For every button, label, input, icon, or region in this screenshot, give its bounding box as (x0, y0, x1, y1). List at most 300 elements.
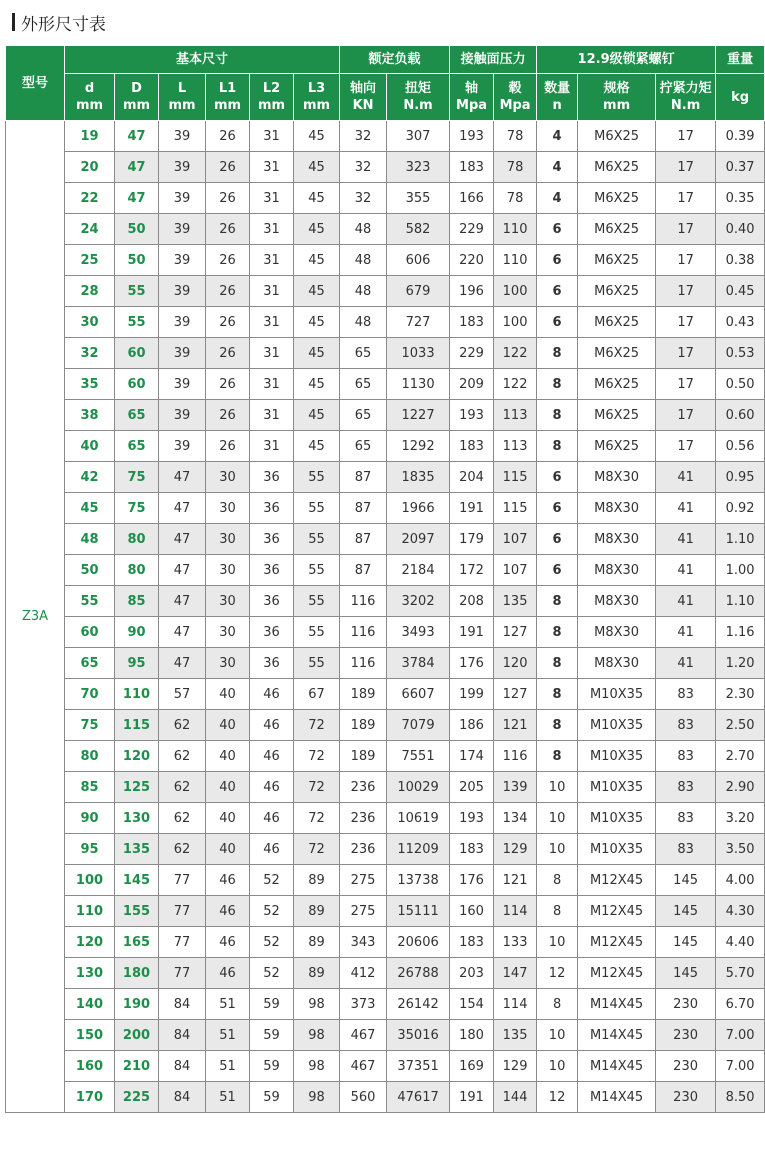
subheader-unit: Mpa (456, 98, 488, 113)
table-cell: 180 (450, 1020, 494, 1051)
table-row (6, 524, 765, 555)
table-cell: 39 (159, 431, 206, 462)
table-cell: 41 (656, 462, 716, 493)
subheader-11 (578, 74, 656, 121)
table-cell: 36 (250, 586, 294, 617)
subheader-label: 轴 (465, 81, 479, 96)
table-cell: 77 (159, 927, 206, 958)
table-cell: 176 (450, 648, 494, 679)
subheader-10 (537, 74, 578, 121)
table-cell: 48 (340, 276, 387, 307)
table-cell: 166 (450, 183, 494, 214)
table-cell: M10X35 (578, 710, 656, 741)
table-cell: 45 (294, 338, 340, 369)
table-cell: 193 (450, 121, 494, 152)
table-cell: 41 (656, 586, 716, 617)
table-cell: 83 (656, 772, 716, 803)
table-cell: 10 (537, 927, 578, 958)
table-cell: 41 (656, 555, 716, 586)
table-cell: 48 (340, 214, 387, 245)
header-weight: 重量 (716, 46, 765, 74)
table-cell: 8 (537, 679, 578, 710)
table-cell: M8X30 (578, 524, 656, 555)
table-cell: 210 (115, 1051, 159, 1082)
table-row (6, 803, 765, 834)
table-cell: 145 (115, 865, 159, 896)
table-cell: M12X45 (578, 927, 656, 958)
table-row (6, 493, 765, 524)
table-cell: M10X35 (578, 679, 656, 710)
table-cell: M6X25 (578, 307, 656, 338)
table-cell: 155 (115, 896, 159, 927)
table-cell: 1.00 (716, 555, 765, 586)
table-cell: 116 (340, 586, 387, 617)
table-cell: 45 (294, 369, 340, 400)
table-cell: 2184 (387, 555, 450, 586)
table-cell: 40 (206, 772, 250, 803)
table-cell: 40 (206, 679, 250, 710)
table-cell: 77 (159, 896, 206, 927)
table-cell: 10 (537, 772, 578, 803)
table-cell: 17 (656, 400, 716, 431)
table-cell: 1966 (387, 493, 450, 524)
table-cell: 36 (250, 617, 294, 648)
table-cell: 65 (115, 431, 159, 462)
table-cell: 220 (450, 245, 494, 276)
table-cell: 51 (206, 1082, 250, 1113)
table-cell: 130 (65, 958, 115, 989)
table-cell: 38 (65, 400, 115, 431)
table-cell: 1.20 (716, 648, 765, 679)
table-cell: 4 (537, 121, 578, 152)
table-cell: 36 (250, 555, 294, 586)
subheader-1 (115, 74, 159, 121)
table-cell: 36 (250, 493, 294, 524)
table-cell: 12 (537, 1082, 578, 1113)
table-cell: M6X25 (578, 214, 656, 245)
table-cell: 170 (65, 1082, 115, 1113)
subheader-unit: mm (213, 98, 242, 113)
table-cell: 1033 (387, 338, 450, 369)
table-cell: M14X45 (578, 989, 656, 1020)
table-cell: 57 (159, 679, 206, 710)
table-cell: 196 (450, 276, 494, 307)
table-cell: 110 (65, 896, 115, 927)
table-cell: 0.45 (716, 276, 765, 307)
table-cell: 2.90 (716, 772, 765, 803)
table-cell: 31 (250, 152, 294, 183)
table-cell: 84 (159, 1020, 206, 1051)
table-row (6, 617, 765, 648)
table-cell: 122 (494, 369, 537, 400)
table-cell: 31 (250, 369, 294, 400)
title-bar-decoration (12, 13, 15, 31)
table-cell: 4 (537, 152, 578, 183)
subheader-label: 轴向 (350, 81, 377, 96)
table-cell: 8 (537, 989, 578, 1020)
table-cell: 90 (115, 617, 159, 648)
table-cell: 230 (656, 1082, 716, 1113)
table-cell: 32 (340, 183, 387, 214)
table-cell: 31 (250, 338, 294, 369)
table-cell: 26 (206, 183, 250, 214)
table-cell: 31 (250, 400, 294, 431)
table-cell: 1227 (387, 400, 450, 431)
table-cell: 80 (115, 555, 159, 586)
table-cell: 62 (159, 741, 206, 772)
table-cell: 8 (537, 431, 578, 462)
table-cell: 15111 (387, 896, 450, 927)
subheader-label: L (177, 81, 187, 96)
table-cell: 47 (115, 152, 159, 183)
table-cell: 89 (294, 958, 340, 989)
table-cell: 0.60 (716, 400, 765, 431)
table-row (6, 989, 765, 1020)
table-cell: 26 (206, 152, 250, 183)
subheader-unit: mm (122, 98, 151, 113)
table-cell: 8 (537, 648, 578, 679)
table-cell: 4 (537, 183, 578, 214)
table-cell: M12X45 (578, 896, 656, 927)
table-cell: 116 (340, 617, 387, 648)
table-cell: 115 (494, 493, 537, 524)
table-cell: 84 (159, 989, 206, 1020)
table-cell: 41 (656, 524, 716, 555)
table-cell: 26 (206, 121, 250, 152)
table-cell: 6 (537, 462, 578, 493)
table-cell: 46 (250, 679, 294, 710)
table-cell: 8 (537, 896, 578, 927)
table-cell: 17 (656, 152, 716, 183)
table-cell: 89 (294, 896, 340, 927)
table-cell: 36 (250, 524, 294, 555)
table-cell: 183 (450, 307, 494, 338)
table-cell: 30 (206, 586, 250, 617)
subheader-unit: N.m (403, 98, 433, 113)
table-cell: 6607 (387, 679, 450, 710)
table-cell: 59 (250, 1051, 294, 1082)
table-row (6, 834, 765, 865)
table-cell: 0.35 (716, 183, 765, 214)
table-cell: 203 (450, 958, 494, 989)
subheader-9 (494, 74, 537, 121)
table-cell: 26 (206, 369, 250, 400)
table-cell: 107 (494, 555, 537, 586)
table-cell: 145 (656, 958, 716, 989)
table-cell: 20606 (387, 927, 450, 958)
table-cell: 98 (294, 1051, 340, 1082)
table-cell: 343 (340, 927, 387, 958)
table-cell: M6X25 (578, 183, 656, 214)
table-cell: 45 (294, 276, 340, 307)
table-cell: 4.00 (716, 865, 765, 896)
table-cell: 39 (159, 338, 206, 369)
table-cell: 55 (294, 617, 340, 648)
table-cell: 17 (656, 276, 716, 307)
table-cell: 55 (65, 586, 115, 617)
table-cell: 98 (294, 1082, 340, 1113)
table-cell: 6 (537, 276, 578, 307)
table-cell: 47 (159, 586, 206, 617)
table-cell: 115 (115, 710, 159, 741)
table-row (6, 1082, 765, 1113)
table-cell: 133 (494, 927, 537, 958)
table-cell: 8 (537, 369, 578, 400)
table-cell: 46 (206, 927, 250, 958)
table-cell: 48 (340, 307, 387, 338)
table-cell: 52 (250, 865, 294, 896)
table-cell: 355 (387, 183, 450, 214)
header-locking-screw: 12.9级锁紧螺钉 (537, 46, 716, 74)
table-cell: M12X45 (578, 958, 656, 989)
table-cell: 98 (294, 989, 340, 1020)
table-row (6, 710, 765, 741)
table-cell: 46 (250, 772, 294, 803)
table-row (6, 1051, 765, 1082)
table-cell: 26 (206, 276, 250, 307)
table-cell: 26 (206, 338, 250, 369)
model-cell: Z3A (6, 121, 65, 1113)
table-cell: 95 (115, 648, 159, 679)
table-row (6, 772, 765, 803)
table-cell: 72 (294, 710, 340, 741)
table-cell: M10X35 (578, 741, 656, 772)
table-cell: 55 (115, 307, 159, 338)
table-cell: 176 (450, 865, 494, 896)
table-cell: 1.10 (716, 586, 765, 617)
table-cell: 11209 (387, 834, 450, 865)
table-cell: M14X45 (578, 1051, 656, 1082)
table-cell: 85 (115, 586, 159, 617)
table-cell: 35 (65, 369, 115, 400)
table-cell: 100 (494, 276, 537, 307)
table-cell: 135 (494, 586, 537, 617)
table-cell: 40 (206, 741, 250, 772)
table-cell: 52 (250, 896, 294, 927)
table-cell: 679 (387, 276, 450, 307)
table-cell: 45 (65, 493, 115, 524)
table-cell: M6X25 (578, 431, 656, 462)
subheader-unit: mm (302, 98, 331, 113)
title-text: 外形尺寸表 (21, 14, 106, 35)
subheader-label: L1 (218, 81, 237, 96)
table-cell: 412 (340, 958, 387, 989)
table-cell: 60 (115, 369, 159, 400)
table-cell: 147 (494, 958, 537, 989)
table-cell: 47 (159, 648, 206, 679)
subheader-label: L2 (262, 81, 281, 96)
table-cell: 145 (656, 896, 716, 927)
subheader-label: kg (731, 89, 750, 105)
table-cell: 41 (656, 493, 716, 524)
table-cell: 65 (65, 648, 115, 679)
table-cell: 40 (206, 834, 250, 865)
subheader-label: 拧紧力矩 (659, 81, 712, 96)
table-cell: 31 (250, 183, 294, 214)
table-cell: 75 (115, 462, 159, 493)
table-cell: 75 (65, 710, 115, 741)
table-cell: 25 (65, 245, 115, 276)
table-cell: 191 (450, 617, 494, 648)
table-cell: 8.50 (716, 1082, 765, 1113)
table-row (6, 338, 765, 369)
table-cell: 31 (250, 307, 294, 338)
subheader-7 (387, 74, 450, 121)
table-cell: 5.70 (716, 958, 765, 989)
table-cell: 189 (340, 741, 387, 772)
table-cell: 51 (206, 1051, 250, 1082)
subheader-unit: mm (257, 98, 286, 113)
table-cell: 10029 (387, 772, 450, 803)
table-cell: 67 (294, 679, 340, 710)
table-cell: 36 (250, 462, 294, 493)
table-cell: 186 (450, 710, 494, 741)
subheader-unit: mm (603, 98, 631, 113)
table-cell: 55 (294, 648, 340, 679)
table-cell: 30 (206, 617, 250, 648)
table-cell: 727 (387, 307, 450, 338)
table-cell: 31 (250, 431, 294, 462)
table-row (6, 369, 765, 400)
table-cell: 46 (206, 865, 250, 896)
table-cell: 26788 (387, 958, 450, 989)
table-cell: 19 (65, 121, 115, 152)
table-cell: 32 (340, 121, 387, 152)
table-cell: 121 (494, 710, 537, 741)
table-cell: 113 (494, 431, 537, 462)
table-cell: 229 (450, 214, 494, 245)
table-cell: 0.50 (716, 369, 765, 400)
subheader-unit: KN (352, 98, 374, 113)
table-cell: 145 (656, 927, 716, 958)
table-cell: 8 (537, 710, 578, 741)
table-row (6, 927, 765, 958)
table-cell: 30 (206, 462, 250, 493)
table-cell: 307 (387, 121, 450, 152)
table-cell: 41 (656, 617, 716, 648)
table-cell: 47617 (387, 1082, 450, 1113)
table-cell: 125 (115, 772, 159, 803)
table-cell: 2.50 (716, 710, 765, 741)
table-cell: 13738 (387, 865, 450, 896)
table-cell: 189 (340, 710, 387, 741)
table-cell: 59 (250, 989, 294, 1020)
table-cell: 22 (65, 183, 115, 214)
table-cell: 10 (537, 834, 578, 865)
table-cell: 87 (340, 493, 387, 524)
table-cell: 236 (340, 803, 387, 834)
table-cell: 6 (537, 493, 578, 524)
table-cell: 8 (537, 400, 578, 431)
table-cell: 39 (159, 400, 206, 431)
table-cell: 135 (115, 834, 159, 865)
table-cell: 190 (115, 989, 159, 1020)
table-cell: M14X45 (578, 1020, 656, 1051)
table-cell: 45 (294, 400, 340, 431)
table-cell: 26 (206, 431, 250, 462)
table-cell: 46 (250, 710, 294, 741)
subheader-0 (65, 74, 115, 121)
table-row (6, 121, 765, 152)
table-cell: 120 (115, 741, 159, 772)
table-cell: 3.20 (716, 803, 765, 834)
table-row (6, 648, 765, 679)
table-cell: 84 (159, 1082, 206, 1113)
table-cell: M8X30 (578, 555, 656, 586)
table-cell: 7.00 (716, 1051, 765, 1082)
table-cell: 179 (450, 524, 494, 555)
table-cell: 144 (494, 1082, 537, 1113)
table-cell: 62 (159, 772, 206, 803)
table-cell: 230 (656, 1020, 716, 1051)
table-row (6, 152, 765, 183)
table-cell: 65 (340, 338, 387, 369)
table-cell: 65 (340, 431, 387, 462)
table-cell: 160 (450, 896, 494, 927)
table-cell: 467 (340, 1051, 387, 1082)
table-cell: 78 (494, 183, 537, 214)
table-cell: 140 (65, 989, 115, 1020)
table-cell: 95 (65, 834, 115, 865)
table-cell: 10 (537, 1020, 578, 1051)
table-cell: 114 (494, 896, 537, 927)
table-cell: 59 (250, 1020, 294, 1051)
table-cell: 77 (159, 865, 206, 896)
table-cell: 46 (250, 741, 294, 772)
subheader-2 (159, 74, 206, 121)
table-cell: 72 (294, 803, 340, 834)
table-cell: 135 (494, 1020, 537, 1051)
table-cell: 55 (294, 493, 340, 524)
subheader-12 (656, 74, 716, 121)
table-cell: 45 (294, 121, 340, 152)
table-cell: 134 (494, 803, 537, 834)
table-cell: M6X25 (578, 400, 656, 431)
table-cell: 17 (656, 121, 716, 152)
table-cell: M8X30 (578, 586, 656, 617)
table-cell: 236 (340, 772, 387, 803)
table-cell: 46 (206, 896, 250, 927)
header-contact-pressure: 接触面压力 (450, 46, 537, 74)
table-cell: 83 (656, 803, 716, 834)
table-cell: 127 (494, 617, 537, 648)
table-cell: 193 (450, 803, 494, 834)
table-cell: 17 (656, 338, 716, 369)
table-cell: 87 (340, 462, 387, 493)
table-cell: 183 (450, 152, 494, 183)
table-cell: 87 (340, 524, 387, 555)
table-cell: 3202 (387, 586, 450, 617)
table-cell: 75 (115, 493, 159, 524)
table-row (6, 679, 765, 710)
table-cell: 30 (65, 307, 115, 338)
table-cell: 10 (537, 803, 578, 834)
table-cell: M6X25 (578, 338, 656, 369)
table-cell: 17 (656, 245, 716, 276)
table-cell: 199 (450, 679, 494, 710)
table-cell: M6X25 (578, 276, 656, 307)
table-cell: 28 (65, 276, 115, 307)
table-row (6, 307, 765, 338)
table-cell: 373 (340, 989, 387, 1020)
table-cell: 467 (340, 1020, 387, 1051)
page-title (12, 8, 106, 36)
table-cell: M14X45 (578, 1082, 656, 1113)
table-cell: 208 (450, 586, 494, 617)
table-cell: 62 (159, 710, 206, 741)
table-cell: 45 (294, 431, 340, 462)
table-cell: 183 (450, 927, 494, 958)
